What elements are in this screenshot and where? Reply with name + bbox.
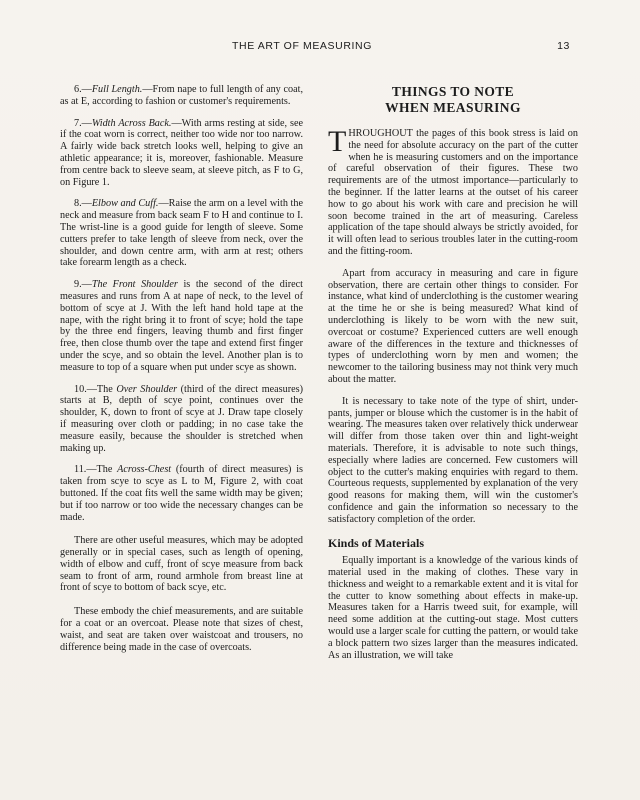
item-number: 9.— — [74, 279, 92, 291]
item-text: —From nape to full length of any coat, as at E, according to fashion or customer's requirements. — [60, 84, 303, 107]
right-column — [328, 84, 578, 671]
paragraph-other-measures: There are other useful measures, which may be adopted generally or in special cases, such as length of opening, width of elbow and cuff, front of scye measure from back seam to front of arm, round armhole from breast line at front of scye to bottom of back scye, etc. — [60, 535, 303, 594]
item-number: 8.— — [74, 198, 92, 210]
section-title-line: THINGS TO NOTE — [391, 84, 515, 99]
paragraph-chief-measurements: These embody the chief measurements, and are suitable for a coat or an overcoat. Please note that sizes of chest, waist, and seat are taken over waistcoat and trousers, no difference being made in the case of overcoats. — [60, 606, 303, 653]
item-text: (fourth of direct measures) is taken from scye to scye as L to M, Figure 2, with coat buttoned. If the coat fits well the same width may be given; but if too narrow or too wide the necessary changes can be made. — [60, 464, 303, 523]
item-number: 11.—The — [74, 464, 118, 476]
page-header — [60, 40, 570, 56]
item-term: Elbow and Cuff. — [91, 198, 159, 210]
paragraph-materials: Equally important is a knowledge of the various kinds of material used in the making of clothes. These vary in thickness and weight to a remarkable extent and it is vital for the cutter to know something about effects in make-up. Measures taken for a Harris tweed suit, for example, will need some addition at the cutting-out stage. Most cutters would use a larger scale for cutting the pattern, or would take a block pattern two sizes larger than the measures indicated. As an illustration, we will take — [328, 555, 578, 661]
paragraph-width-across-back — [60, 118, 303, 189]
paragraph-front-shoulder — [60, 279, 303, 373]
paragraph-full-length — [60, 84, 303, 108]
section-title-line: WHEN MEASURING — [385, 100, 521, 115]
paragraph-note-type: It is necessary to take note of the type of shirt, under-pants, jumper or blouse which the customer is in the habit of wearing. The measures taken over relatively thick underwear will differ from those taken over thin and light-weight materials. Therefore, it is advisable to note such things, especially where ladies are concerned. Few customers will object to the cutter's making enquiries with regard to them. Courteous requests, supplemented by explanation of the very good reasons for making them, will win the customer's confidence and gain the information so necessary to the satisfactory completion of the order. — [328, 395, 578, 525]
item-number: 10.—The — [74, 383, 117, 395]
drop-cap: T — [328, 125, 347, 158]
subheading-kinds-of-materials: Kinds of Materials — [328, 535, 424, 550]
item-number: 7.— — [74, 117, 92, 129]
section-title — [328, 84, 578, 116]
item-text: (third of the direct measures) starts at B, depth of scye point, continues over the shoulder, K, down to front of scye at J. Draw tape closely if measuring over cloth or padding; in no case take the measure easily, because the shoulder is stretched when making up. — [60, 383, 303, 454]
paragraph-across-chest — [60, 464, 303, 523]
paragraph-underclothing: Apart from accuracy in measuring and care in figure observation, there are certain other things to consider. For instance, what kind of underclothing is the customer wearing at the time he or she is being measured? What kind of underclothing is likely to be worn with the new suit, overcoat or costume? Experienced cutters are well enough aware of the differences in the texture and thicknesses of types of underclothing worn by men and women; the newcomer to the tailoring business may not think very much about the matter. — [328, 267, 578, 385]
paragraph-throughout — [328, 125, 578, 258]
item-term: Over Shoulder — [116, 383, 178, 395]
item-number: 6.— — [74, 84, 92, 95]
page-number: 13 — [557, 40, 570, 52]
item-term: Width Across Back. — [91, 117, 172, 129]
paragraph-text: the pages of this book stress is laid on the need for absolute accuracy on the part of the cutter when he is measuring customers and on the importance of careful observation of their figures. These two requirements are of the utmost importance—particularly to the beginner. If the latter learns at the outset of his career how to go about his work with care and precision he will soon become trained in the art of measuring. Careless application of the tape should always be strictly avoided, for it will often lead to serious troubles later in the cutting-room and the fitting-room. — [328, 128, 578, 257]
item-text: —Raise the arm on a level with the neck and measure from back seam F to H and continue to I. The wrist-line is a good guide for length of sleeve. Some cutters prefer to take length of sleeve from neck, over the shoulder, and down centre arm, with arm at rest; others take forearm length as a check. — [60, 198, 304, 269]
item-term: Full Length. — [91, 84, 143, 95]
item-term: The Front Shoulder — [91, 279, 178, 291]
lead-word: HROUGHOUT — [348, 128, 413, 139]
item-text: —With arms resting at side, see if the coat worn is correct, neither too wide nor too narrow. A fairly wide back stretch looks well, helping to give an athletic appearance; it is, moreover, fashionable. Measure from centre back to sleeve seam, at sleeve pitch, as F to G, on Figure 1. — [60, 117, 303, 188]
item-text: is the second of the direct measures and runs from A at nape of neck, to the level of bottom of scye at J. With the left hand hold tape at the nape, with the right bring it to front of scye; hold the tape by the three end fingers, leaving thumb and first finger free, then close thumb over the tape and extend first finger under the scye, and so obtain the level. Another plan is to measure to top of a square when put under scye as shown. — [60, 279, 303, 373]
left-column — [60, 84, 303, 663]
item-term: Across-Chest — [117, 464, 172, 476]
running-title: THE ART OF MEASURING — [232, 40, 372, 52]
paragraph-over-shoulder — [60, 384, 303, 455]
paragraph-elbow-and-cuff — [60, 198, 303, 269]
